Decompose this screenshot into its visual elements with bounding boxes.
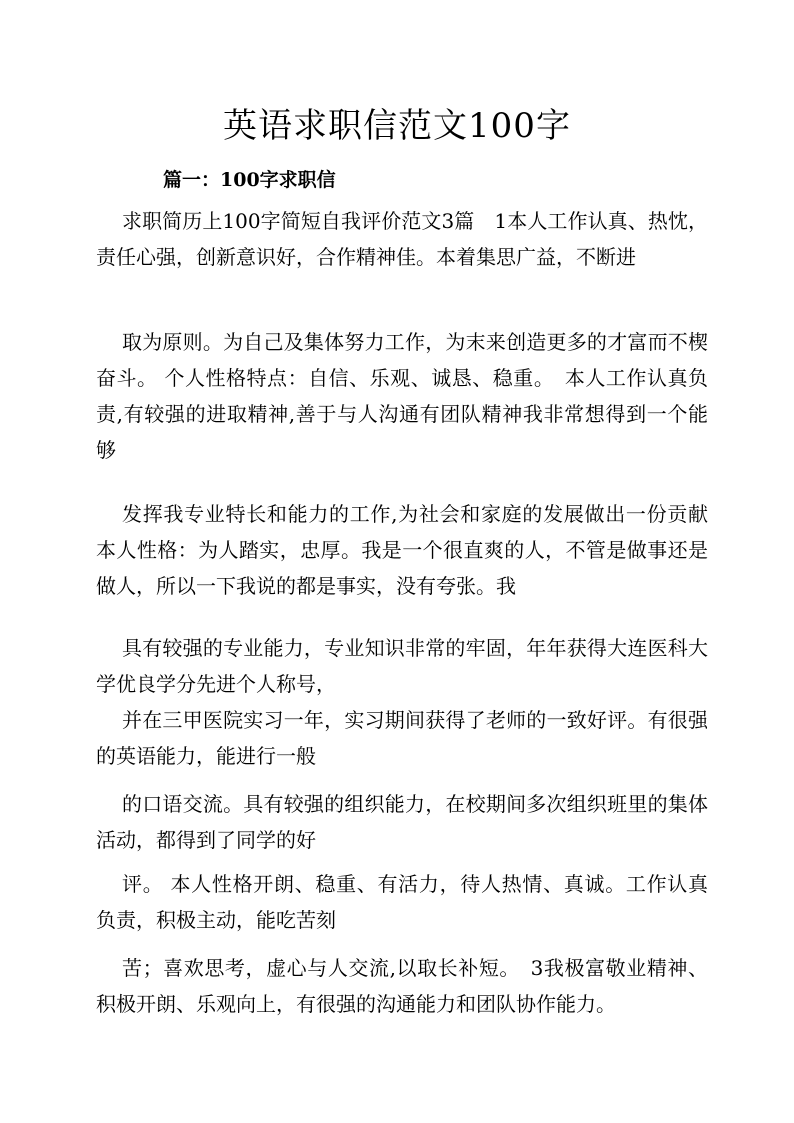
paragraph-5: 并在三甲医院实习一年，实习期间获得了老师的一致好评。有很强的英语能力，能进行一般 bbox=[96, 708, 708, 768]
paragraph-6: 的口语交流。具有较强的组织能力，在校期间多次组织班里的集体活动，都得到了同学的好 bbox=[96, 792, 708, 852]
paragraph-8: 苦；喜欢思考，虚心与人交流,以取长补短。 3我极富敬业精神、积极开朗、乐观向上，有很强的沟通能力和团队协作能力。 bbox=[96, 956, 708, 1016]
document-subtitle: 篇一：100字求职信 bbox=[163, 169, 336, 191]
paragraph-4: 具有较强的专业能力，专业知识非常的牢固，年年获得大连医科大学优良学分先进个人称号， bbox=[96, 636, 708, 696]
paragraph-1: 求职简历上100字简短自我评价范文3篇 1本人工作认真、热忱，责任心强，创新意识好，合作精神佳。本着集思广益，不断进 bbox=[96, 209, 708, 269]
paragraph-3: 发挥我专业特长和能力的工作,为社会和家庭的发展做出一份贡献 本人性格：为人踏实，忠厚。我是一个很直爽的人，不管是做事还是做人，所以一下我说的都是事实，没有夸张。我 bbox=[96, 502, 728, 598]
paragraph-2: 取为原则。为自己及集体努力工作，为末来创造更多的才富而不楔奋斗。 个人性格特点：自信、乐观、诚恳、稳重。 本人工作认真负责,有较强的进取精神,善于与人沟通有团队精神我非常想得到一个能够 bbox=[96, 330, 708, 462]
document-title: 英语求职信范文100字 bbox=[223, 106, 571, 146]
paragraph-7: 评。 本人性格开朗、稳重、有活力，待人热情、真诚。工作认真负责，积极主动，能吃苦刻 bbox=[96, 872, 708, 932]
